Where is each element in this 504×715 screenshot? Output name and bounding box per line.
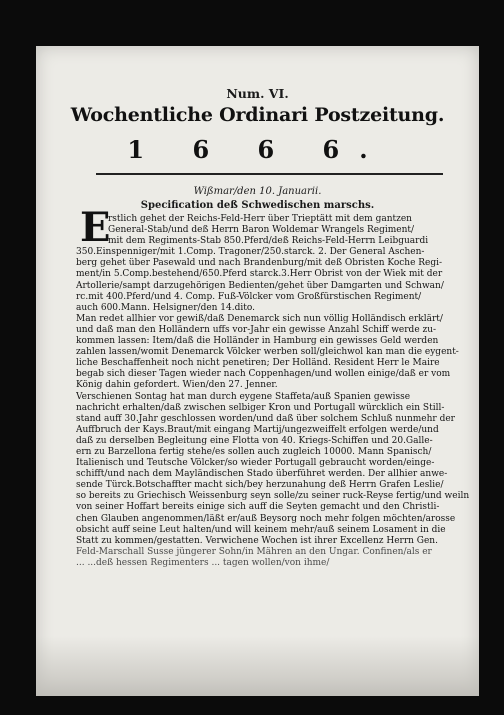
text-line: nachricht erhalten/daß zwischen selbiger Kron und Portugall würcklich ein Still-	[76, 402, 445, 413]
text-line: ern zu Barzellona fertig stehe/es sollen auch zugleich 10000. Mann Spanisch/	[76, 446, 432, 457]
text-line: rstlich gehet der Reichs-Feld-Herr über Trieptätt mit dem gantzen	[108, 214, 412, 224]
text-line: General-Stab/und deß Herrn Baron Woldemar Wrangels Regiment/	[108, 225, 415, 236]
text-line: kommen lassen: Item/daß die Holländer in Hamburg ein gewisses Geld werden	[76, 336, 439, 347]
article-body	[76, 214, 471, 569]
text-line: Auffbruch der Kays.Braut/mit eingang Martij/ungezweiffelt erfolgen werde/und	[76, 424, 439, 435]
text-line: Feld-Marschall Susse jüngerer Sohn/in Mähren an den Ungar. Confinen/als er	[76, 546, 432, 557]
text-line: berg gehet über Pasewald und nach Brandenburg/mit deß Obristen Koche Regi-	[76, 258, 443, 269]
text-line: begab sich dieser Tagen wieder nach Coppenhagen/und wollen einige/daß er vom	[76, 369, 451, 380]
text-line: Italienisch und Teutsche Völcker/so wieder Portugall gebraucht worden/einge-	[76, 458, 435, 469]
text-line: obsicht auff seine Leut halten/und will keinem mehr/auß seinem Losament in die	[76, 524, 446, 535]
masthead-year: 1 6 6 6.	[127, 135, 388, 164]
text-line: Man redet allhier vor gewiß/daß Denemarck sich nun völlig Holländisch erklärt/	[76, 313, 443, 324]
newspaper-page	[36, 46, 479, 696]
text-line: liche Beschaffenheit noch nicht penetiren; Der Holländ. Resident Herr le Maire	[76, 358, 440, 369]
text-line: 350.Einspenniger/mit 1.Comp. Tragoner/250.starck. 2. Der General Aschen-	[76, 247, 425, 258]
text-line: Statt zu kommen/gestatten. Verwichene Wochen ist ihrer Excellenz Herrn Gen.	[76, 535, 438, 546]
text-line: schifft/und nach dem Mayländischen Stado überführet werden. Der allhier anwe-	[76, 469, 448, 480]
issue-number: Num. VI.	[226, 86, 289, 101]
text-line: zahlen lassen/womit Denemarck Völcker werben soll/gleichwol kan man die eygent-	[76, 347, 459, 358]
text-line: rc.mit 400.Pferd/und 4. Comp. Fuß-Völcker vom Großfürstischen Regiment/	[76, 291, 422, 302]
text-line: Verschienen Sontag hat man durch eygene Staffeta/auß Spanien gewisse	[76, 391, 411, 402]
text-line: ment/in 5.Comp.bestehend/650.Pferd starck.3.Herr Obrist von der Wiek mit der	[76, 269, 443, 280]
text-line: König dahin gefordert. Wien/den 27. Jenner.	[76, 380, 278, 391]
text-line: von seiner Hoffart bereits einige sich auff die Seyten gemacht und den Christli-	[76, 502, 440, 513]
text-line: sende Türck.Botschaffter macht sich/bey herzunahung deß Herrn Grafen Leslie/	[76, 480, 444, 491]
text-line: stand auff 30.Jahr geschlossen worden/und daß über solchem Schluß nunmehr der	[76, 413, 455, 424]
text-line: ... ...deß hessen Regimenters ... tagen wollen/von ihme/	[76, 557, 330, 568]
text-line: und daß man den Holländern uffs vor-Jahr ein gewisse Anzahl Schiff werde zu-	[76, 324, 437, 335]
text-line: so bereits zu Griechisch Weissenburg seyn solle/zu seiner ruck-Reyse fertig/und weiln	[76, 491, 470, 502]
text-line: Artollerie/sampt darzugehörigen Bedienten/gehet über Damgarten und Schwan/	[76, 280, 444, 291]
text-line: chen Glauben angenommen/läßt er/auß Beysorg noch mehr folgen möchten/arosse	[76, 513, 456, 524]
text-line: daß zu derselben Begleitung eine Flotta von 40. Kriegs-Schiffen und 20.Galle-	[76, 435, 433, 446]
drop-cap: E	[80, 204, 111, 251]
dateline: Wißmar/den 10. Januarii.	[193, 186, 322, 197]
article-heading: Specification deß Schwedischen marschs.	[140, 200, 375, 211]
masthead-rule	[96, 173, 443, 175]
masthead-title: Wochentliche Ordinari Postzeitung.	[70, 104, 445, 126]
text-line: auch 600.Mann. Helsigner/den 14.dito.	[76, 302, 255, 313]
text-line: mit dem Regiments-Stab 850.Pferd/deß Reichs-Feld-Herrn Leibguardi	[108, 236, 429, 247]
